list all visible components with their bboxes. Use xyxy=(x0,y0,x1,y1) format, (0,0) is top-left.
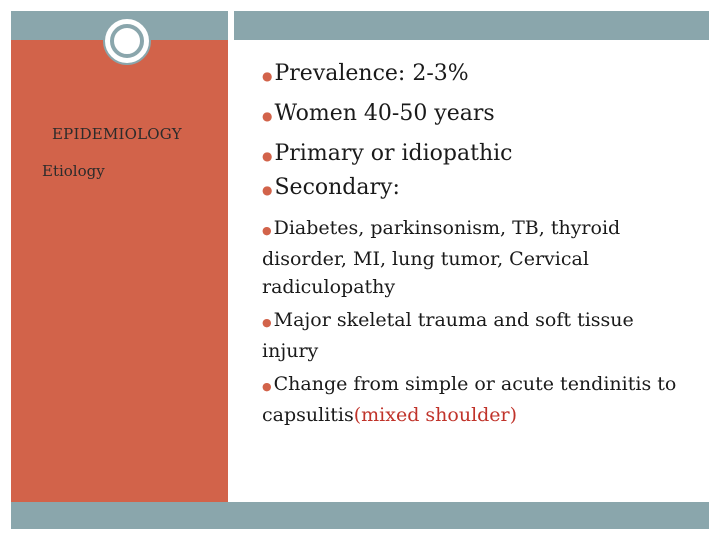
section-subtitle: Etiology xyxy=(42,162,105,180)
bullet-primary xyxy=(262,141,512,166)
bullet-icon: ● xyxy=(262,183,273,197)
bullet-women xyxy=(262,101,495,126)
highlight-text: (mixed shoulder) xyxy=(353,404,518,426)
sub-bullet-text: Major skeletal trauma and soft tissue injury xyxy=(262,309,634,362)
bullet-icon: ● xyxy=(262,316,272,329)
sub-bullet-diabetes xyxy=(262,214,682,301)
bullet-text: Secondary: xyxy=(274,175,400,200)
top-bar-divider xyxy=(228,11,234,40)
bullet-secondary xyxy=(262,175,400,200)
bullet-text: Primary or idiopathic xyxy=(274,141,513,166)
bullet-text: Prevalence: 2-3% xyxy=(274,61,469,86)
bullet-icon: ● xyxy=(262,380,272,393)
bullet-icon: ● xyxy=(262,109,273,123)
bullet-prevalence xyxy=(262,61,469,86)
bullet-icon: ● xyxy=(262,224,272,237)
sub-bullet-change xyxy=(262,370,682,429)
sub-bullet-text: Change from simple or acute tendinitis to capsulitis xyxy=(262,373,677,426)
left-panel xyxy=(11,40,228,502)
decorative-ring-icon xyxy=(110,24,144,58)
section-title: EPIDEMIOLOGY xyxy=(52,125,182,143)
bullet-text: Women 40-50 years xyxy=(274,101,495,126)
bottom-bar xyxy=(11,502,709,529)
sub-bullet-trauma xyxy=(262,306,682,365)
sub-bullet-text: Diabetes, parkinsonism, TB, thyroid disorder, MI, lung tumor, Cervical radiculopathy xyxy=(262,217,621,298)
bullet-icon: ● xyxy=(262,69,273,83)
bullet-icon: ● xyxy=(262,149,273,163)
